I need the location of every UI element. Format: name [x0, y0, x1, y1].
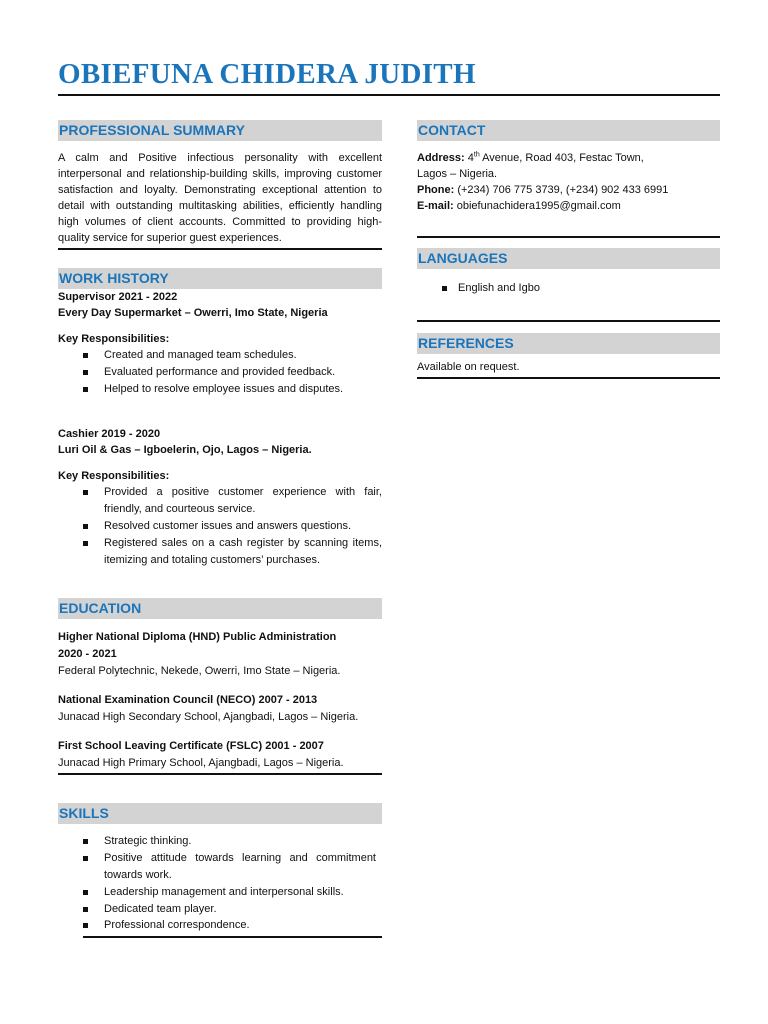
- education-years: 2020 - 2021: [58, 648, 117, 661]
- responsibilities-label: Key Responsibilities:: [58, 470, 170, 483]
- address-street: Avenue, Road 403, Festac Town,: [479, 152, 644, 164]
- references-heading: REFERENCES: [417, 333, 720, 354]
- job-entry: [58, 289, 382, 397]
- left-column: [58, 120, 382, 938]
- education-section: [58, 598, 382, 775]
- work-history-section: [58, 268, 382, 568]
- job-company: Every Day Supermarket – Owerri, Imo State, Nigeria: [58, 307, 328, 319]
- list-item: Registered sales on a cash register by scanning items, itemizing and totaling customers’ purchases.: [58, 535, 382, 569]
- languages-section: [417, 248, 720, 322]
- address-number: 4: [467, 152, 474, 164]
- contact-section: [417, 120, 720, 238]
- email-value: obiefunachidera1995@gmail.com: [456, 200, 621, 212]
- education-title: National Examination Council (NECO) 2007 - 2013: [58, 694, 318, 707]
- list-item: Professional correspondence.: [58, 917, 376, 934]
- languages-heading: LANGUAGES: [417, 248, 720, 269]
- contact-phone: [417, 182, 720, 198]
- education-school: Junacad High Primary School, Ajangbadi, Lagos – Nigeria.: [58, 757, 344, 770]
- education-heading: EDUCATION: [58, 598, 382, 619]
- phone-label: Phone:: [417, 184, 455, 196]
- contact-email: [417, 198, 720, 214]
- summary-text: A calm and Positive infectious personality with excellent interpersonal and relationship-building skills, improving customer satisfaction and loyalty. Demonstrating exceptional attention to detail with outstanding multitasking abilities, efficiently handling high volumes of client accounts. Committed to providing high-quality service for superior guest experiences.: [58, 152, 382, 244]
- education-school: Junacad High Secondary School, Ajangbadi, Lagos – Nigeria.: [58, 711, 359, 724]
- contact-details: [417, 150, 720, 214]
- references-divider: [417, 377, 720, 379]
- address-label: Address:: [417, 152, 465, 164]
- contact-divider: [417, 236, 720, 238]
- name-divider: [58, 94, 720, 96]
- education-entry: [58, 738, 382, 772]
- references-section: [417, 333, 720, 379]
- list-item: Resolved customer issues and answers questions.: [58, 518, 382, 535]
- contact-address: [417, 150, 720, 166]
- contact-heading: CONTACT: [417, 120, 720, 141]
- phone-value: (+234) 706 775 3739, (+234) 902 433 6991: [457, 184, 669, 196]
- work-history-heading: WORK HISTORY: [58, 268, 382, 289]
- address-line-2: Lagos – Nigeria.: [417, 168, 498, 180]
- education-title: Higher National Diploma (HND) Public Administration: [58, 631, 337, 644]
- right-column: [417, 120, 720, 379]
- list-item: Provided a positive customer experience with fair, friendly, and courteous service.: [58, 484, 382, 518]
- list-item: Strategic thinking.: [58, 833, 376, 850]
- list-item: Positive attitude towards learning and commitment towards work.: [58, 850, 376, 884]
- address-ordinal: th: [473, 151, 480, 159]
- education-title: First School Leaving Certificate (FSLC) 2001 - 2007: [58, 740, 324, 753]
- list-item: Dedicated team player.: [58, 901, 376, 918]
- list-item: Helped to resolve employee issues and disputes.: [58, 381, 382, 398]
- education-divider: [58, 773, 382, 775]
- education-school: Federal Polytechnic, Nekede, Owerri, Imo State – Nigeria.: [58, 665, 341, 678]
- education-entry: [58, 692, 382, 726]
- languages-divider: [417, 320, 720, 322]
- skills-list: [58, 833, 376, 934]
- list-item: Evaluated performance and provided feedback.: [58, 364, 382, 381]
- responsibilities-label: Key Responsibilities:: [58, 333, 170, 345]
- skills-section: [58, 803, 382, 938]
- references-text: Available on request.: [417, 360, 520, 373]
- list-item: Created and managed team schedules.: [58, 347, 382, 364]
- list-item: English and Igbo: [417, 280, 720, 297]
- job-title: Supervisor 2021 - 2022: [58, 291, 178, 303]
- summary-section: [58, 120, 382, 250]
- email-label: E-mail:: [417, 200, 454, 212]
- skills-divider: [83, 936, 382, 938]
- job-company: Luri Oil & Gas – Igboelerin, Ojo, Lagos – Nigeria.: [58, 444, 312, 457]
- responsibilities-list: [58, 347, 382, 397]
- education-entry: [58, 629, 382, 680]
- languages-list: [417, 280, 720, 297]
- summary-divider: [58, 248, 382, 250]
- candidate-name: OBIEFUNA CHIDERA JUDITH: [58, 58, 476, 90]
- job-title: Cashier 2019 - 2020: [58, 428, 161, 441]
- list-item: Leadership management and interpersonal skills.: [58, 884, 376, 901]
- skills-heading: SKILLS: [58, 803, 382, 824]
- responsibilities-list: [58, 484, 382, 568]
- job-entry: [58, 426, 382, 568]
- summary-heading: PROFESSIONAL SUMMARY: [58, 120, 382, 141]
